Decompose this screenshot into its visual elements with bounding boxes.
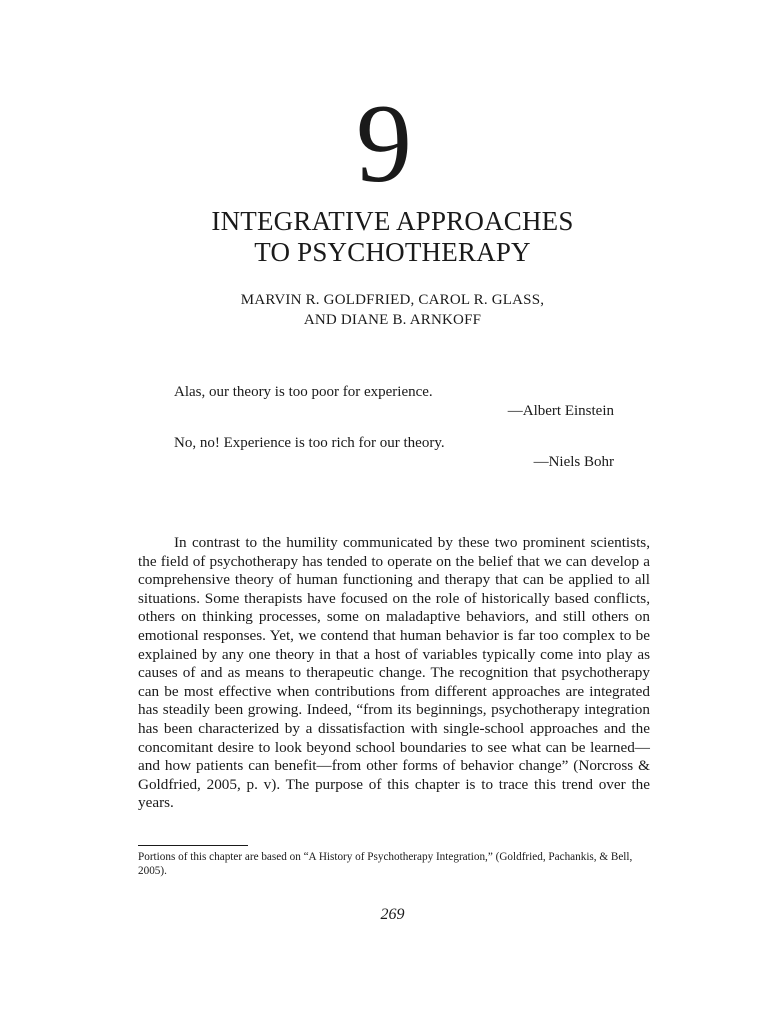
- chapter-title-line-1: INTEGRATIVE APPROACHES: [211, 206, 574, 236]
- epigraph-attribution: —Niels Bohr: [533, 454, 614, 470]
- chapter-title: [0, 206, 768, 268]
- epigraph-quote: Alas, our theory is too poor for experience.: [174, 384, 433, 400]
- epigraph-attribution: —Albert Einstein: [507, 403, 614, 419]
- page-number: 269: [380, 906, 405, 923]
- authors-line-2: AND DIANE B. ARNKOFF: [303, 312, 482, 328]
- epigraph-quote: No, no! Experience is too rich for our theory.: [174, 435, 445, 451]
- footnote-divider: [138, 845, 248, 846]
- epigraph-bohr: [174, 434, 614, 471]
- chapter-authors: [0, 290, 768, 330]
- chapter-title-line-2: TO PSYCHOTHERAPY: [254, 237, 531, 267]
- footnote: Portions of this chapter are based on “A History of Psychotherapy Integration,” (Goldfried, Pachankis, & Bell, 2005).: [138, 851, 633, 877]
- epigraph-einstein: [174, 383, 614, 420]
- chapter-number: 9: [356, 82, 412, 206]
- body-paragraph: In contrast to the humility communicated by these two prominent scientists, the field of psychotherapy has tended to operate on the belief that we can develop a comprehensive theory of human functioning and therapy that can be applied to all situations. Some therapists have focused on the role of historically based conflicts, others on thinking processes, some on maladaptive behaviors, and still others on emotional responses. Yet, we contend that human behavior is far too complex to be explained by any one theory in that a host of variables typically come into play as causes of and as means to therapeutic change. The recognition that psychotherapy can be most effective when contributions from different approaches are integrated has steadily been growing. Indeed, “from its beginnings, psychotherapy integration has been characterized by a dissatisfaction with single-school approaches and the concomitant desire to look beyond school boundaries to see what can be learned—and how patients can benefit—from other forms of behavior change” (Norcross & Goldfried, 2005, p. v). The purpose of this chapter is to trace this trend over the years.: [138, 534, 650, 812]
- authors-line-1: MARVIN R. GOLDFRIED, CAROL R. GLASS,: [240, 292, 545, 308]
